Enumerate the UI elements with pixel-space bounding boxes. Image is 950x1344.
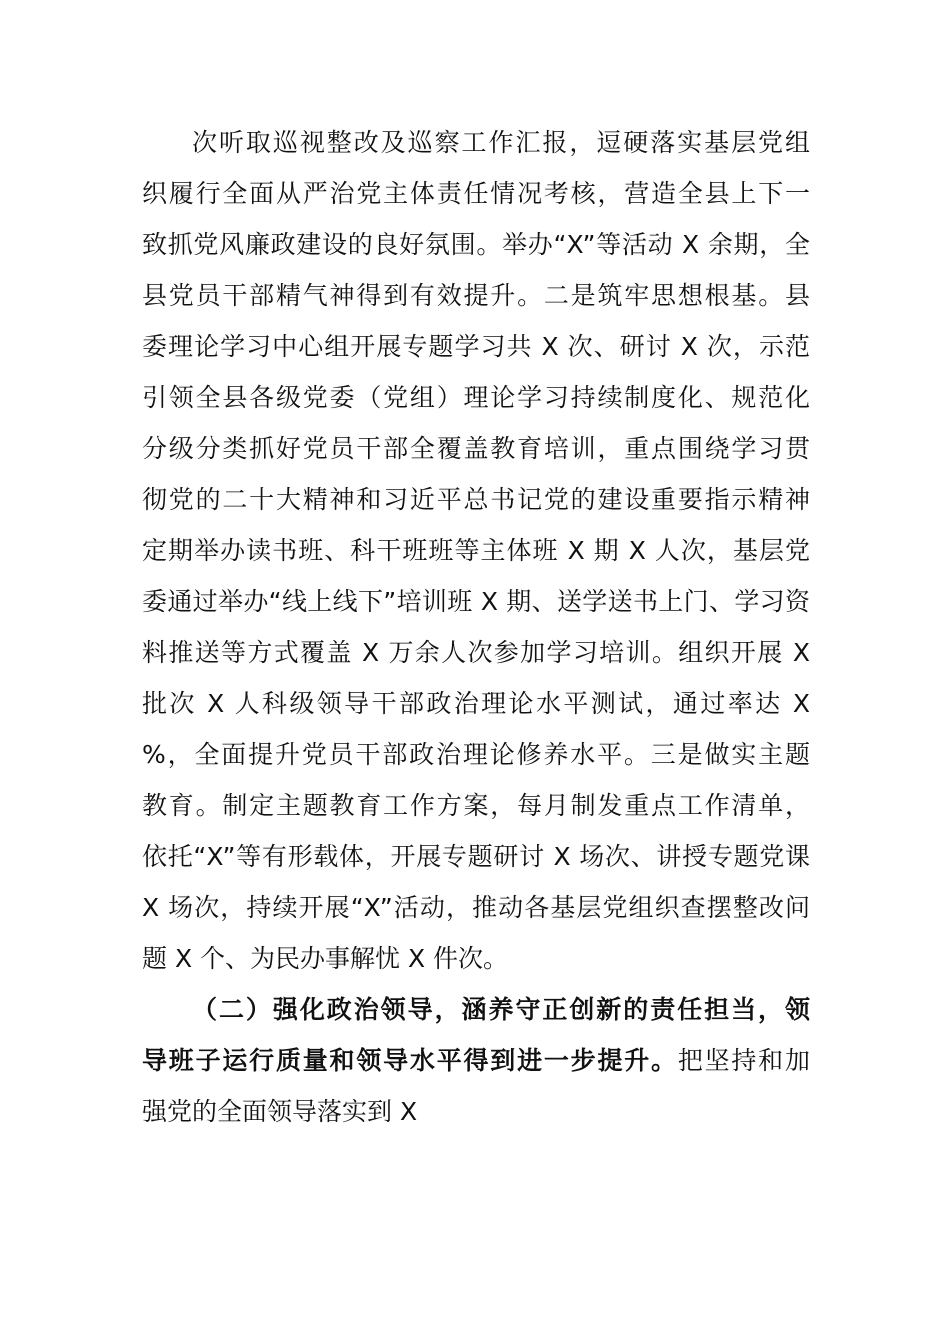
paragraph-line: 分级分类抓好党员干部全覆盖教育培训，重点围绕学习贯 — [142, 434, 810, 463]
paragraph-line: 批次 X 人科级领导干部政治理论水平测试，通过率达 X — [142, 689, 810, 718]
paragraph-line: 致抓党风廉政建设的良好氛围。举办“X”等活动 X 余期，全 — [142, 230, 810, 259]
paragraph-line: X 场次，持续开展“X”活动，推动各基层党组织查摆整改问 — [142, 893, 810, 922]
paragraph-line: 引领全县各级党委（党组）理论学习持续制度化、规范化 — [142, 383, 810, 412]
body-text — [142, 117, 810, 1137]
paragraph-line: 教育。制定主题教育工作方案，每月制发重点工作清单， — [142, 791, 810, 820]
section-heading-bold-text: 导班子运行质量和领导水平得到进一步提升。 — [142, 1046, 678, 1075]
section-heading-mixed-line — [142, 1035, 810, 1086]
paragraph-line: 题 X 个、为民办事解忧 X 件次。 — [142, 944, 509, 973]
paragraph-line: 县党员干部精气神得到有效提升。二是筑牢思想根基。县 — [142, 281, 810, 310]
section-heading-line: （二）强化政治领导，涵养守正创新的责任担当，领 — [192, 995, 810, 1024]
paragraph-line: 料推送等方式覆盖 X 万余人次参加学习培训。组织开展 X — [142, 638, 810, 667]
paragraph-line: 委理论学习中心组开展专题学习共 X 次、研讨 X 次，示范 — [142, 332, 810, 361]
paragraph-line: 织履行全面从严治党主体责任情况考核，营造全县上下一 — [142, 179, 810, 208]
paragraph-line: 委通过举办“线上线下”培训班 X 期、送学送书上门、学习资 — [142, 587, 810, 616]
paragraph-line: %，全面提升党员干部政治理论修养水平。三是做实主题 — [142, 740, 810, 769]
section-body-text: 把坚持和加 — [677, 1046, 810, 1075]
paragraph-line: 强党的全面领导落实到 X — [142, 1097, 418, 1126]
paragraph-line: 次听取巡视整改及巡察工作汇报，逗硬落实基层党组 — [192, 128, 810, 157]
paragraph-line: 依托“X”等有形载体，开展专题研讨 X 场次、讲授专题党课 — [142, 842, 810, 871]
paragraph-line: 彻党的二十大精神和习近平总书记党的建设重要指示精神 — [142, 485, 810, 514]
paragraph-line: 定期举办读书班、科干班班等主体班 X 期 X 人次，基层党 — [142, 536, 810, 565]
